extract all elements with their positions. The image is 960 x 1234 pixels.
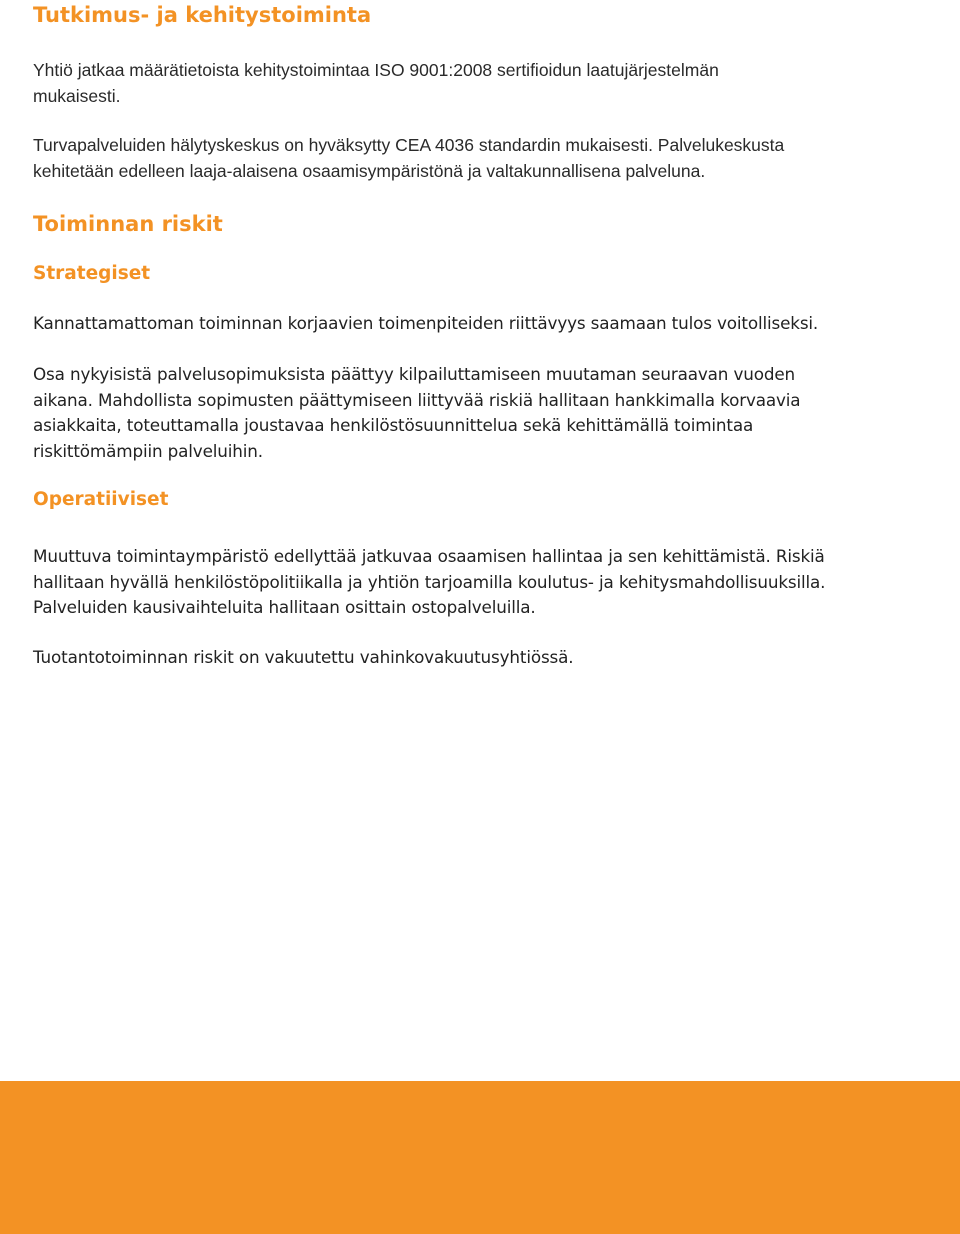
text-line: Kannattamattoman toiminnan korjaavien toimenpiteiden riittävyys saamaan tulos voitolliseksi. xyxy=(33,313,819,333)
rd-paragraph-2 xyxy=(33,133,784,184)
text-line: mukaisesti. xyxy=(33,85,121,106)
operational-paragraph-1 xyxy=(33,544,825,621)
text-line: Tuotantotoiminnan riskit on vakuutettu vahinkovakuutusyhtiössä. xyxy=(33,647,574,667)
text-line: aikana. Mahdollista sopimusten päättymiseen liittyvää riskiä hallitaan hankkimalla korvaavia xyxy=(33,389,801,410)
footer-accent-band xyxy=(0,1081,960,1234)
text-line: riskittömämpiin palveluihin. xyxy=(33,440,263,461)
strategic-paragraph-2 xyxy=(33,362,800,464)
subsection-title-operational: Operatiiviset xyxy=(33,489,169,510)
text-line: Osa nykyisistä palvelusopimuksista päättyy kilpailuttamiseen muutaman seuraavan vuoden xyxy=(33,364,796,384)
text-line: hallitaan hyvällä henkilöstöpolitiikalla ja yhtiön tarjoamilla koulutus- ja kehitysmahdollisuuksilla. xyxy=(33,571,826,592)
text-line: Palveluiden kausivaihteluita hallitaan osittain ostopalveluilla. xyxy=(33,597,536,617)
section-title-rd: Tutkimus- ja kehitystoiminta xyxy=(33,3,372,27)
text-line: Muuttuva toimintaympäristö edellyttää jatkuvaa osaamisen hallintaa ja sen kehittämistä. Riskiä xyxy=(33,546,825,566)
section-title-risks: Toiminnan riskit xyxy=(33,212,223,236)
subsection-title-strategic: Strategiset xyxy=(33,263,151,284)
text-line: Turvapalveluiden hälytyskeskus on hyväksytty CEA 4036 standardin mukaisesti. Palvelukeskusta xyxy=(33,135,785,155)
text-line: asiakkaita, toteuttamalla joustavaa henkilöstösuunnittelua sekä kehittämällä toimintaa xyxy=(33,415,754,435)
rd-paragraph-1 xyxy=(33,58,719,109)
operational-paragraph-2 xyxy=(33,645,573,671)
text-line: Yhtiö jatkaa määrätietoista kehitystoimintaa ISO 9001:2008 sertifioidun laatujärjestelmän xyxy=(33,60,719,80)
text-line: kehitetään edelleen laaja-alaisena osaamisympäristönä ja valtakunnallisena palveluna. xyxy=(33,160,706,181)
strategic-paragraph-1 xyxy=(33,311,818,337)
